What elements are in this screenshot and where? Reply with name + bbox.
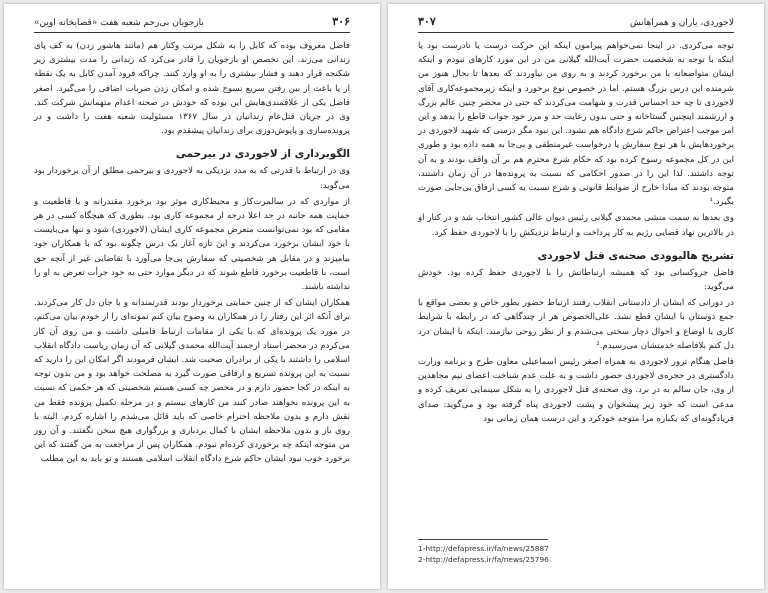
right-page-header xyxy=(418,16,734,33)
footnotes xyxy=(418,539,734,565)
left-page-content xyxy=(34,16,350,579)
paragraph: وی بعدها به سمت منشی محمدی گیلانی رئیس دیوان عالی کشور انتخاب شد و در کنار او در بالاترین نهاد قضایی رژیم به کار پرداخت و ارتباط نزدیکش را با لاجوردی حفظ کرد. xyxy=(418,213,734,238)
running-title: بازجویان بی‌رحم شعبه هفت «قصابخانه اوین» xyxy=(34,18,204,28)
section-heading: تشریح هالیوودی صحنه‌ی قتل لاجوردی xyxy=(537,249,734,262)
paragraph: فاضل معروف بوده که کابل را به شکل مرتب وکثار هم (مانند هاشور زدن) به کف پای زندانی می‌زند. این تخصص او بازجویان را قادر می‌کرد که زندانی را مدت بیشتری زیر شکنجه قرار دهند و فشار بیشتری را به او وارد کنند. چراکه فرود آمدن کابل به یک نقطه از پا باعث از بین رفتن سریع نسوج شده و امکان زدن ضربات اضافی را می‌گیرد. اصغر فاضل یکی از علاقمندی‌هایش این بوده که خودش در صحنه اعدام متهمانش شرکت کند. وی در جریان قتل‌عام زندانیان در سال ۱۳۶۷ مسئولیت شعبه هفت را داشت و در پرونده‌سازی و پاپوش‌دوزی برای زندانیان پیشقدم بود. xyxy=(34,41,350,137)
right-page xyxy=(388,4,764,589)
paragraph: فاضل جزوکسانی بود که همیشه ارتباطاتش را با لاجوردی حفظ کرده بود. خودش می‌گوید: xyxy=(418,267,734,293)
paragraph: از مواردی که در سالمرت‌کار و محیط‌کاری موثر بود برخورد مقتدرانه و با قاطعیت و حمایت همه جانبه در حد اعلا درجه از مجموعه کاری بود. بطوری که هیچگاه کسی در هر مقامی که بود نمی‌توانست متعرض مجموعه کاری ایشان (لاجوردی) شود و تنها می‌بایست با خود ایشان برخورد می‌کردند و این تازه آغاز یک درس چگونه بود که با همکاران خود بیامیزند و در مقابل هر شخصیتی که سفارش بی‌جا می‌آورد با تقاضایی غیر از آنچه حق است، با قاطعیت برخورد قاطع شوند که در دیگر موارد حتی به خود جرأت تعرض به او را نداشته باشند. xyxy=(34,196,350,293)
section-heading: الگوبرداری از لاجوردی در بیرحمی xyxy=(175,148,350,161)
left-page-header xyxy=(34,16,350,33)
paragraph: فاضل هنگام ترور لاجوردی به همراه اصغر رئیس اسماعیلی معاون طرح و برنامه وزارت دادگستری در حجره‌ی لاجوردی حضور داشت و به علت عدم شناخت اعضای تیم مجاهدین از وی، جان سالم به در برد. وی صحنه‌ی قتل لاجوردی را به شکل سینمایی تعریف کرده و مدعی است که خود زیر پیشخوان و پشت لاجوردی پناه گرفته بود و می‌گوید: صدای فریادگونه‌ای که یکباره مرا متوجه خودکرد و این درست همان زمانی بود xyxy=(418,357,734,424)
paragraph: همکاران ایشان که از چنین حمایتی برخوردار بودند قدرتمندانه و با جان دل کار می‌کردند. برای آنکه اثر این رفتار را در همکاران به وضوح بیان کنم نمونه‌ای را از خودم بیان می‌کنم. در مورد یک پرونده‌ای که با یکی از مقامات ارتباط فامیلی داشت و من روی آن کار می‌کردم در محضر استاد ارجمند آیت‌الله محمدی گیلانی که آن زمان ریاست دادگاه انقلاب اسلامی را داشتند با یکی از برادران صحبت شد. ایشان فرمودند اگر امکان این را دارید که نسبت به این پرونده تسریع و ارفاقی صورت گیرد به مصلحت خواهد بود و من بدون توجه به اینکه در کجا حضور دارم و در محضر چه کسی هستم شخصیتی که هر حکمی که نسبت به این پرونده بخواهند صادر کنند من کارهای نیستم و در مرحله تکمیل پرونده فقط من نقش دارم و بدون ملاحظه احترام خاصی که باید قائل می‌شدم را اشاره کردم. البته با روی باز و بدون ملاحظه ایشان با کمال بردباری و بزرگواری هیچ سخن نگفتند. و آن روز من متوجه اینکه چه برخوردی کرده‌ام نبودم. همکاران پس از مراجعت به من گفتند که این برخورد خوب نبود ایشان حاکم شرع دادگاه انقلاب اسلامی هستند و تو باید به این مطلب xyxy=(34,298,350,465)
footnote-rule xyxy=(418,539,548,540)
footnote: 1-http://defapress.ir/fa/news/25887 xyxy=(418,544,549,553)
paragraph: توجه می‌کردی. در اینجا نمی‌خواهم پیرامون اینکه این حرکت درست یا نادرست بود یا اینکه با توجه به شخصیت حضرت آیت‌الله گیلانی من در این مورد کارهای نبودم و اینکه ایشان متواضعانه با من برخورد کردند و به روی من نیاوردند که بعدها تا بحال هنوز من شرمنده این درس بزرگ هستم. اما در خصوص نوع برخورد و اینکه زیرمجموعه‌کاری آقای لاجوردی تا چه حد احساس قدرت و شهامت می‌کردند که حتی در محضر چنین عالم بزرگ و ارزشمند اینچنین گستاخانه و حتی بدون رعایت حد و مرز خود جواب قاطع را بدهد و این امر موجب اعتراض حاکم شرع دادگاه هم نشود. این نبود مگر درسی که شهید لاجوردی در برخوردهایش با هر نوع سفارش یا درخواست غیرمنطقی و بی‌جا به همه داده بود و طوری این در کل مجموعه رسوخ کرده بود که حکام شرع محترم هم بر آن واقف بودند و به آن توجه داشتند. لذا این را در صدور احکامی که نسبت به پرونده‌ها در آن زمان داشتند، متوجه بودند که مبادا خارج از ضوابط قانونی و شرع نسبت به کسی ارفاق بی‌جایی صورت بگیرد.¹ xyxy=(418,41,734,208)
page-number: ۳۰۶ xyxy=(332,15,350,28)
footnote: 2-http://defapress.ir/fa/news/25796 xyxy=(418,555,549,564)
running-title: لاجوردی، یاران و همراهانش xyxy=(629,18,734,28)
right-page-content xyxy=(418,16,734,579)
page-number: ۳۰۷ xyxy=(418,15,436,28)
left-page xyxy=(4,4,380,589)
paragraph: در دورانی که ایشان از دادستانی انقلاب رفتند ارتباط حضور بطور خاص و بعضی مواقع با جمع دوستان با ایشان قطع نشد. علی‌الخصوص هر از چندگاهی که در رابطه با شرایط کاری یا اوضاع و احوال دچار سختی می‌شدم و از نظر روحی نیازمند. اینکه با ایشان درد دل کنم بلافاصله خدمتشان می‌رسیدم.² xyxy=(418,298,734,351)
paragraph: وی در ارتباط با قدرتی که به مدد نزدیکی به لاجوردی و بیرحمی مطلق از آن برخوردار بود می‌گوید: xyxy=(34,166,350,191)
